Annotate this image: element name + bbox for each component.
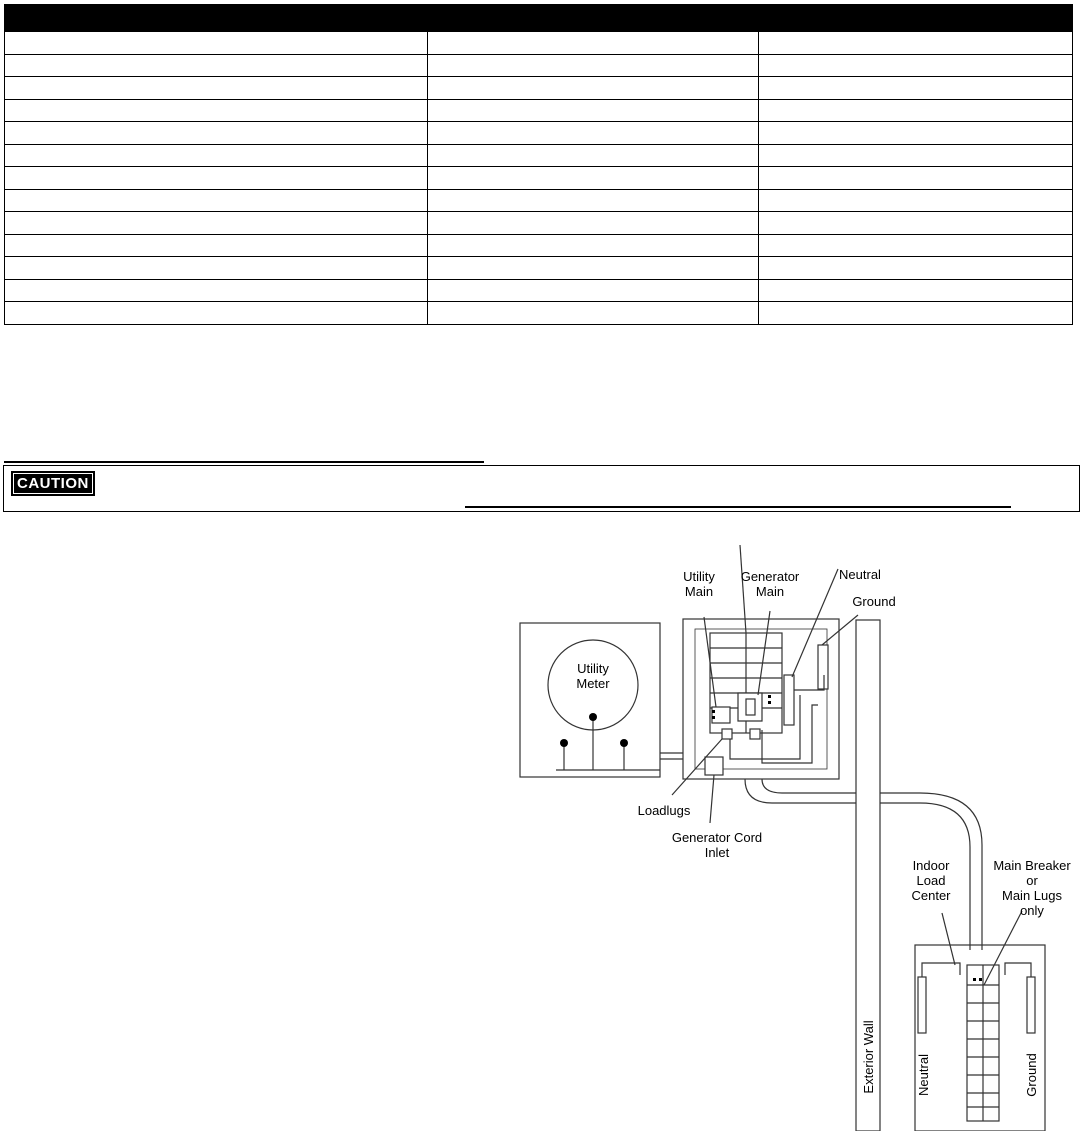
label-ground-bottom: Ground — [1024, 1053, 1039, 1097]
table-cell — [428, 99, 759, 122]
table-cell — [5, 257, 428, 280]
table-header-cell — [428, 5, 759, 32]
label-utility-meter: Utility — [577, 661, 609, 676]
label-indoor-load-center: Center — [911, 888, 951, 903]
table-row — [5, 212, 1073, 235]
label-ground-top: Ground — [852, 594, 896, 609]
label-loadlugs: Loadlugs — [637, 803, 691, 818]
caution-badge: CAUTION — [11, 471, 95, 496]
table-cell — [759, 212, 1073, 235]
label-utility-meter: Meter — [576, 676, 610, 691]
table-cell — [759, 302, 1073, 325]
table-row — [5, 99, 1073, 122]
meter-enclosure — [520, 623, 660, 777]
label-main-breaker: Main Breaker — [993, 858, 1071, 873]
table-cell — [759, 279, 1073, 302]
table-cell — [759, 189, 1073, 212]
table-cell — [428, 122, 759, 145]
table-cell — [428, 189, 759, 212]
label-main-breaker: only — [1020, 903, 1044, 918]
table-cell — [759, 167, 1073, 190]
generator-cord-inlet — [705, 757, 723, 775]
table-cell — [759, 144, 1073, 167]
label-utility-main: Utility — [683, 569, 715, 584]
label-generator-cord-inlet: Inlet — [704, 845, 730, 860]
section-divider — [4, 461, 484, 463]
table-cell — [428, 279, 759, 302]
label-generator-main: Generator — [740, 569, 800, 584]
table-row — [5, 54, 1073, 77]
table-cell — [5, 189, 428, 212]
table-cell — [759, 234, 1073, 257]
table-header-row — [5, 5, 1073, 32]
table-cell — [5, 144, 428, 167]
label-utility-main: Main — [684, 584, 714, 599]
label-main-breaker: or — [1026, 873, 1038, 888]
table-header-cell — [5, 5, 428, 32]
neutral-bar — [784, 675, 794, 725]
wiring-diagram — [500, 545, 1080, 1131]
table-cell — [428, 234, 759, 257]
table-cell — [5, 212, 428, 235]
table-cell — [428, 54, 759, 77]
label-neutral-top: Neutral — [839, 567, 881, 582]
label-indoor-load-center: Indoor — [912, 858, 950, 873]
table-cell — [5, 122, 428, 145]
table-cell — [5, 32, 428, 55]
table-cell — [5, 302, 428, 325]
table-row — [5, 32, 1073, 55]
table-cell — [759, 257, 1073, 280]
caution-underline — [465, 506, 1011, 508]
table-row — [5, 257, 1073, 280]
table-cell — [759, 54, 1073, 77]
table-row — [5, 234, 1073, 257]
table-cell — [428, 77, 759, 100]
table-header-cell — [759, 5, 1073, 32]
table-cell — [759, 32, 1073, 55]
table-row — [5, 167, 1073, 190]
table-row — [5, 279, 1073, 302]
table-cell — [5, 54, 428, 77]
table-row — [5, 77, 1073, 100]
caution-box — [3, 465, 1080, 512]
table-cell — [5, 167, 428, 190]
ground-bar — [818, 645, 828, 689]
table-cell — [759, 122, 1073, 145]
label-generator-cord-inlet: Generator Cord — [671, 830, 763, 845]
label-indoor-load-center: Load — [916, 873, 946, 888]
table-row — [5, 144, 1073, 167]
label-generator-main: Main — [755, 584, 785, 599]
table-cell — [759, 99, 1073, 122]
table-cell — [428, 167, 759, 190]
table-cell — [428, 144, 759, 167]
table-row — [5, 122, 1073, 145]
label-neutral-bottom: Neutral — [916, 1054, 931, 1096]
label-main-breaker: Main Lugs — [1002, 888, 1062, 903]
table-cell — [5, 234, 428, 257]
table-cell — [428, 257, 759, 280]
table-cell — [428, 212, 759, 235]
table-cell — [5, 99, 428, 122]
table-cell — [428, 302, 759, 325]
table-cell — [5, 279, 428, 302]
label-exterior-wall: Exterior Wall — [861, 1020, 876, 1094]
table-cell — [5, 77, 428, 100]
table-row — [5, 189, 1073, 212]
spec-table — [4, 4, 1073, 325]
table-cell — [428, 32, 759, 55]
table-cell — [759, 77, 1073, 100]
table-row — [5, 302, 1073, 325]
